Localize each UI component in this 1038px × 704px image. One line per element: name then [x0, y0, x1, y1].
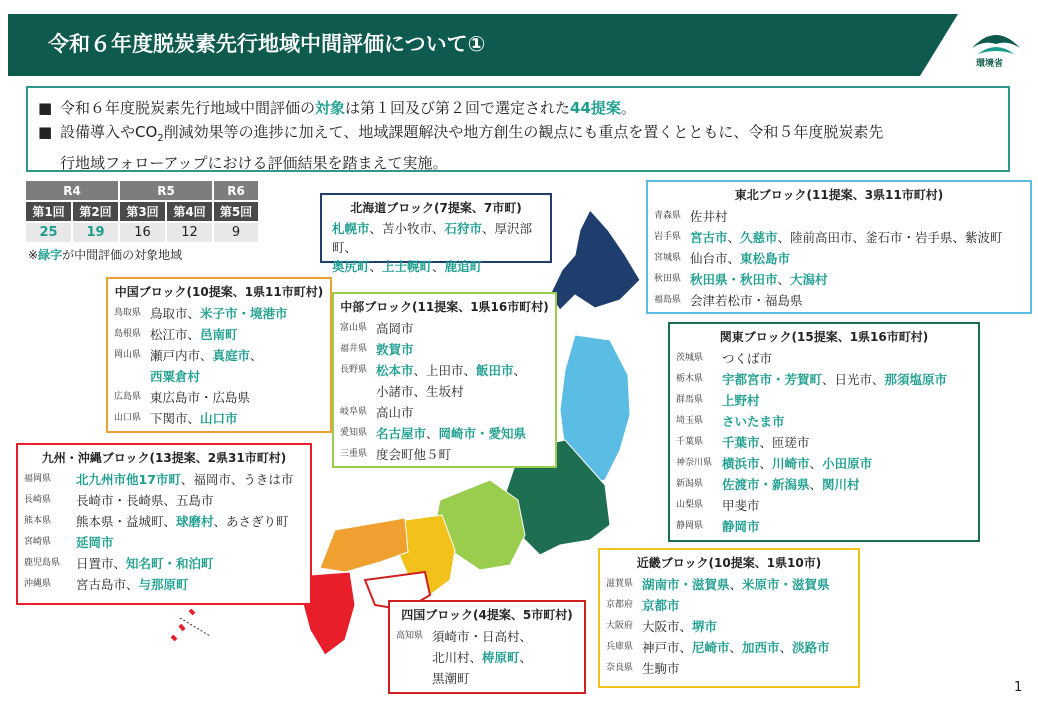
city-highlight: 上野村: [722, 393, 760, 408]
prefecture-label: 岩手県: [654, 232, 682, 242]
prefecture-label: 群馬県: [676, 395, 704, 405]
city-text: 松江市、: [150, 327, 201, 342]
prefecture-label: 青森県: [654, 211, 682, 221]
city-text: 、: [426, 426, 439, 441]
city-text: 、: [809, 456, 823, 471]
round-count: 9: [213, 222, 259, 242]
prefecture-label: 三重県: [340, 449, 368, 459]
round-count: 12: [166, 222, 213, 242]
city-highlight: 川崎市: [772, 456, 810, 471]
city-text: 鳥取市、: [150, 306, 201, 321]
city-highlight: 鹿追町: [444, 259, 483, 274]
city-highlight: 秋田県・秋田市: [690, 272, 778, 287]
city-text: 、: [727, 230, 741, 245]
city-text: 長崎市・長崎県、五島市: [76, 493, 214, 508]
prefecture-label: 熊本県: [24, 516, 52, 526]
prefecture-label: 鹿児島県: [24, 558, 61, 568]
city-text: 仙台市、: [690, 251, 741, 266]
city-text: 瀬戸内市、: [150, 348, 213, 363]
prefecture-label: 岡山県: [114, 350, 142, 360]
city-highlight: 関川村: [822, 477, 860, 492]
prefecture-label: 奈良県: [606, 663, 634, 673]
city-text: 、: [759, 456, 773, 471]
prefecture-label: 宮崎県: [24, 537, 52, 547]
city-text: 黒潮町: [432, 671, 470, 686]
year-header: R4: [26, 181, 119, 201]
city-text: 、陸前高田市、釜石市・岩手県、紫波町: [777, 230, 1003, 245]
city-highlight: 邑南町: [200, 327, 238, 342]
map-region-chugoku: [320, 518, 408, 572]
prefecture-label: 茨城県: [676, 353, 704, 363]
city-highlight: 石狩市: [444, 221, 483, 236]
round-label: 第1回: [26, 201, 72, 222]
block-title: 北海道ブロック(7提案、7市町): [350, 201, 522, 215]
block-title: 中部ブロック(11提案、1県16市町村): [340, 300, 549, 314]
okinawa-inset-line: [180, 618, 210, 636]
city-text: 須崎市・日高村、: [432, 629, 533, 644]
city-text: 、福岡市、うきは市: [180, 472, 294, 487]
prefecture-label: 栃木県: [676, 374, 704, 384]
city-text: 、: [779, 640, 793, 655]
prefecture-label: 千葉県: [676, 437, 704, 447]
city-highlight: 宮古市: [690, 230, 728, 245]
city-highlight: 北九州市他17市町: [76, 472, 181, 487]
bullet-text: 。: [620, 99, 636, 117]
city-text: 、: [729, 640, 743, 655]
bullet-text: 削減効果等の進捗に加えて、地域課題解決や地方創生の観点にも重点を置くとともに、令和５年度脱炭素先: [163, 123, 884, 141]
city-text: 、: [519, 650, 533, 665]
prefecture-label: 沖縄県: [24, 579, 52, 589]
prefecture-label: 山梨県: [676, 500, 704, 510]
prefecture-label: 新潟県: [676, 479, 704, 489]
shikoku-block: [388, 600, 586, 694]
highlight-text: 対象: [315, 99, 346, 117]
city-highlight: 加西市: [742, 640, 780, 655]
city-highlight: 延岡市: [76, 535, 114, 550]
summary-box: [26, 86, 1010, 172]
city-highlight: 宇都宮市・芳賀町: [722, 372, 823, 387]
city-highlight: 知名町・和泊町: [126, 556, 214, 571]
prefecture-label: 宮城県: [654, 253, 682, 263]
note-green: 緑字: [38, 248, 63, 262]
note-rest: が中間評価の対象地域: [62, 248, 183, 262]
block-title: 四国ブロック(4提案、5市町村): [401, 608, 573, 622]
city-text: 、: [777, 272, 791, 287]
city-highlight: 大潟村: [790, 272, 828, 287]
city-text: 、: [729, 577, 743, 592]
prefecture-label: 神奈川県: [676, 458, 713, 468]
bullet-text: 令和６年度脱炭素先行地域中間評価の: [60, 99, 316, 117]
city-highlight: 那須塩原市: [884, 372, 948, 387]
prefecture-label: 高知県: [396, 631, 424, 641]
prefecture-label: 鳥取県: [114, 308, 142, 318]
city-text: 、: [513, 363, 527, 378]
block-title: 中国ブロック(10提案、1県11市町村): [114, 285, 324, 299]
city-text: 北川村、: [432, 650, 483, 665]
city-highlight: 静岡市: [722, 519, 760, 534]
kanto-block: [668, 322, 980, 542]
prefecture-label: 京都府: [606, 600, 634, 610]
city-text: 小諸市、生坂村: [376, 384, 464, 399]
city-highlight: 岡崎市・愛知県: [438, 426, 527, 441]
city-highlight: 米原市・滋賀県: [742, 577, 830, 592]
round-label: 第5回: [213, 201, 259, 222]
round-label: 第3回: [119, 201, 166, 222]
city-highlight: 淡路市: [792, 640, 830, 655]
round-count: 16: [119, 222, 166, 242]
city-highlight: 千葉市: [722, 435, 760, 450]
round-label: 第2回: [72, 201, 119, 222]
city-text: 、厚沢部町、: [332, 221, 533, 255]
city-highlight: 敦賀市: [376, 342, 414, 357]
city-text: 会津若松市・福島県: [690, 293, 803, 308]
prefecture-label: 大阪府: [606, 621, 634, 631]
city-highlight: 尼崎市: [692, 640, 730, 655]
city-highlight: 山口市: [200, 411, 238, 426]
prefecture-label: 福島県: [654, 295, 682, 305]
prefecture-label: 兵庫県: [606, 642, 634, 652]
round-count: 25: [26, 222, 72, 242]
city-text: 、あさぎり町: [213, 514, 289, 529]
bullet-2-continued: 行地域フォローアップにおける評価結果を踏まえて実施。: [60, 154, 448, 172]
city-text: 、: [809, 477, 823, 492]
city-highlight: 札幌市: [332, 221, 370, 236]
city-highlight: 名古屋市: [376, 426, 427, 441]
city-text: 高岡市: [376, 321, 414, 336]
block-content: [322, 219, 550, 276]
city-highlight: 球磨村: [176, 514, 214, 529]
city-highlight: 小田原市: [822, 456, 873, 471]
block-title: 九州・沖縄ブロック(13提案、2県31市町村): [41, 451, 287, 465]
city-highlight: 横浜市: [722, 456, 760, 471]
city-text: 、苫小牧市、: [369, 221, 445, 236]
prefecture-label: 福岡県: [24, 474, 52, 484]
prefecture-label: 秋田県: [654, 274, 682, 284]
prefecture-label: 愛知県: [340, 428, 368, 438]
kinki-block: [598, 548, 860, 688]
city-highlight: 真庭市: [212, 348, 251, 363]
year-header: R6: [213, 181, 259, 201]
bullet-text: は第１回及び第２回で選定された: [345, 99, 571, 117]
city-highlight: 与那原町: [138, 577, 189, 592]
city-highlight: 米子市・境港市: [200, 306, 288, 321]
square-bullet-icon: ■: [38, 123, 53, 141]
city-text: 大阪市、: [642, 619, 693, 634]
subscript: 2: [157, 133, 164, 144]
square-bullet-icon: ■: [38, 99, 53, 117]
city-highlight: 上士幌町: [382, 259, 433, 274]
hokkaido-block: [320, 193, 552, 274]
city-highlight: 湖南市・滋賀県: [642, 577, 730, 592]
city-text: 、: [432, 259, 445, 274]
bullet-text: 設備導入やCO: [60, 123, 158, 141]
city-text: つくば市: [722, 351, 773, 366]
city-highlight: さいたま市: [722, 414, 785, 429]
city-text: 高山市: [376, 405, 414, 420]
city-text: 、匝瑳市: [759, 435, 810, 450]
city-highlight: 久慈市: [740, 230, 778, 245]
city-text: 神戸市、: [642, 640, 693, 655]
tohoku-block: [646, 180, 1032, 314]
chugoku-block: [106, 277, 332, 433]
bullet-2: [38, 120, 998, 151]
block-title: 東北ブロック(11提案、3県11市町村): [734, 188, 944, 202]
prefecture-label: 富山県: [340, 323, 368, 333]
prefecture-label: 岐阜県: [340, 407, 368, 417]
city-highlight: 佐渡市・新潟県: [722, 477, 810, 492]
city-highlight: 西粟倉村: [150, 369, 201, 384]
city-text: 度会町他５町: [376, 447, 452, 462]
prefecture-label: 滋賀県: [606, 579, 634, 589]
map-region-hokkaido: [550, 210, 640, 310]
city-highlight: 堺市: [692, 619, 718, 634]
city-text: 、上田市、: [413, 363, 477, 378]
prefecture-label: 福井県: [340, 344, 368, 354]
block-title: 関東ブロック(15提案、1県16市町村): [719, 330, 929, 344]
page-number: 1: [1014, 680, 1023, 695]
city-text: 佐井村: [690, 209, 728, 224]
round-count: 19: [72, 222, 119, 242]
round-label: 第4回: [166, 201, 213, 222]
city-text: 生駒市: [642, 661, 680, 676]
prefecture-label: 長崎県: [24, 495, 52, 505]
city-text: 、日光市、: [822, 372, 885, 387]
prefecture-label: 埼玉県: [676, 416, 704, 426]
page-title: 令和６年度脱炭素先行地域中間評価について①: [48, 32, 486, 56]
prefecture-label: 島根県: [114, 329, 142, 339]
city-text: 東広島市・広島県: [150, 390, 251, 405]
city-highlight: 東松島市: [740, 251, 791, 266]
prefecture-label: 山口県: [114, 413, 142, 423]
city-highlight: 松本市: [376, 363, 414, 378]
ministry-logo-text: 環境省: [976, 59, 1004, 69]
prefecture-label: 広島県: [114, 392, 142, 402]
prefecture-label: 静岡県: [676, 521, 704, 531]
note-mark: ※: [28, 248, 39, 262]
city-text: 熊本県・益城町、: [76, 514, 177, 529]
chubu-block: [332, 292, 557, 468]
city-highlight: 奥尻町: [332, 259, 370, 274]
year-header: R5: [119, 181, 213, 201]
highlight-text: 44提案: [570, 99, 621, 117]
city-text: 宮古島市、: [76, 577, 139, 592]
city-text: 日置市、: [76, 556, 127, 571]
city-text: 下関市、: [150, 411, 201, 426]
city-text: 、: [369, 259, 383, 274]
city-text: 、: [250, 348, 263, 363]
block-title: 近畿ブロック(10提案、1県10市): [636, 556, 822, 570]
kyushu-okinawa-block: [16, 443, 312, 605]
city-highlight: 京都市: [642, 598, 680, 613]
city-highlight: 飯田市: [476, 363, 514, 378]
city-highlight: 梼原町: [482, 650, 520, 665]
city-text: 甲斐市: [722, 498, 760, 513]
bullet-1: [38, 96, 998, 120]
prefecture-label: 長野県: [340, 365, 368, 375]
